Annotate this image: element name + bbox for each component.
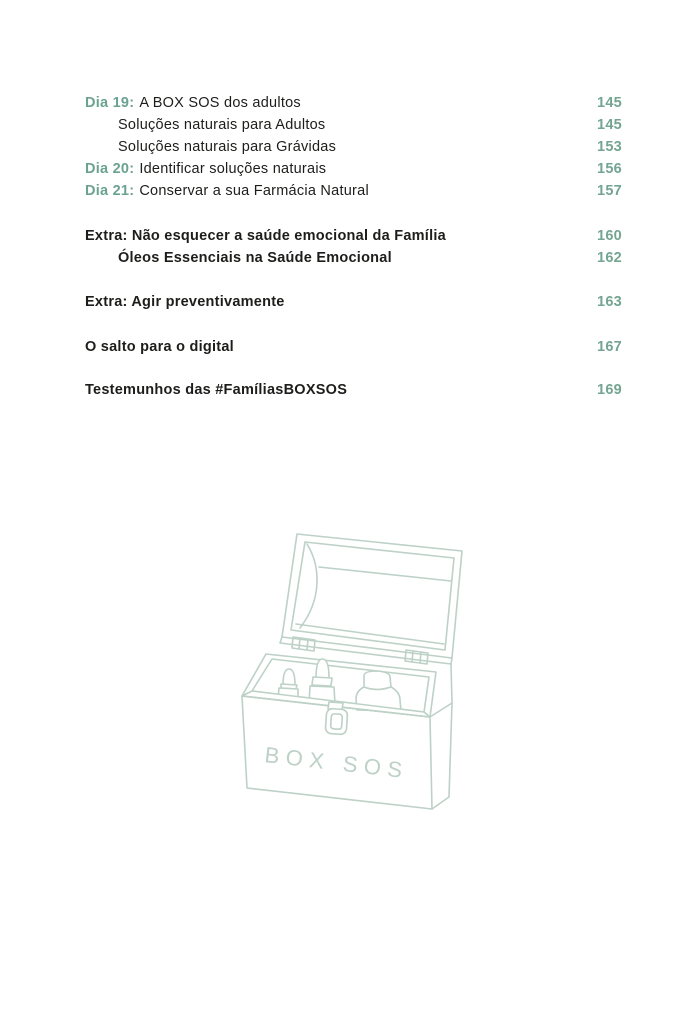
toc-page-number: 145 [597,95,622,111]
toc-entry [85,247,622,269]
toc-entry-title: Testemunhos das #FamíliasBOXSOS [85,382,348,398]
toc-entry-title: Extra: Agir preventivamente [85,294,285,310]
toc-entry-title: Óleos Essenciais na Saúde Emocional [118,250,392,266]
toc-entry [85,136,622,158]
toc-entry-title: Soluções naturais para Adultos [118,117,326,133]
toc-entry-title: Soluções naturais para Grávidas [118,139,337,155]
toc-entry-title-wrap [85,336,597,358]
toc-entry-title-wrap [85,247,597,269]
toc-entry-title-wrap [85,136,597,158]
toc-entry [85,379,622,401]
box-sos-label: BOX SOS [263,742,410,784]
toc-day-label: Dia 20: [85,161,135,177]
toc-entry [85,158,622,180]
toc-entry-title-wrap [85,92,597,114]
toc-entry-title: A BOX SOS dos adultos [139,95,301,111]
toc-entry-title-wrap [85,180,597,202]
toc-entry [85,92,622,114]
toc-entry-title-wrap [85,114,597,136]
toc-page-number: 163 [597,294,622,310]
first-aid-box-sketch-icon [230,520,480,820]
toc-page-number: 153 [597,139,622,155]
table-of-contents [85,92,622,401]
toc-entry-title-wrap [85,225,597,247]
toc-entry [85,180,622,202]
toc-entry [85,291,622,313]
toc-page-number: 167 [597,339,622,355]
toc-day-label: Dia 21: [85,183,135,199]
toc-entry [85,336,622,358]
toc-page-number: 160 [597,228,622,244]
toc-page-number: 157 [597,183,622,199]
toc-page-number: 162 [597,250,622,266]
toc-entry [85,225,622,247]
toc-entry-title: Identificar soluções naturais [139,161,327,177]
toc-entry-title-wrap [85,379,597,401]
toc-entry-title: Extra: Não esquecer a saúde emocional da Família [85,228,446,244]
toc-page-number: 156 [597,161,622,177]
box-sos-illustration [230,520,480,820]
toc-entry-title: O salto para o digital [85,339,234,355]
toc-entry-title: Conservar a sua Farmácia Natural [139,183,369,199]
toc-entry [85,114,622,136]
toc-entry-title-wrap [85,291,597,313]
toc-entry-title-wrap [85,158,597,180]
toc-page-number: 169 [597,382,622,398]
toc-page-number: 145 [597,117,622,133]
toc-day-label: Dia 19: [85,95,135,111]
